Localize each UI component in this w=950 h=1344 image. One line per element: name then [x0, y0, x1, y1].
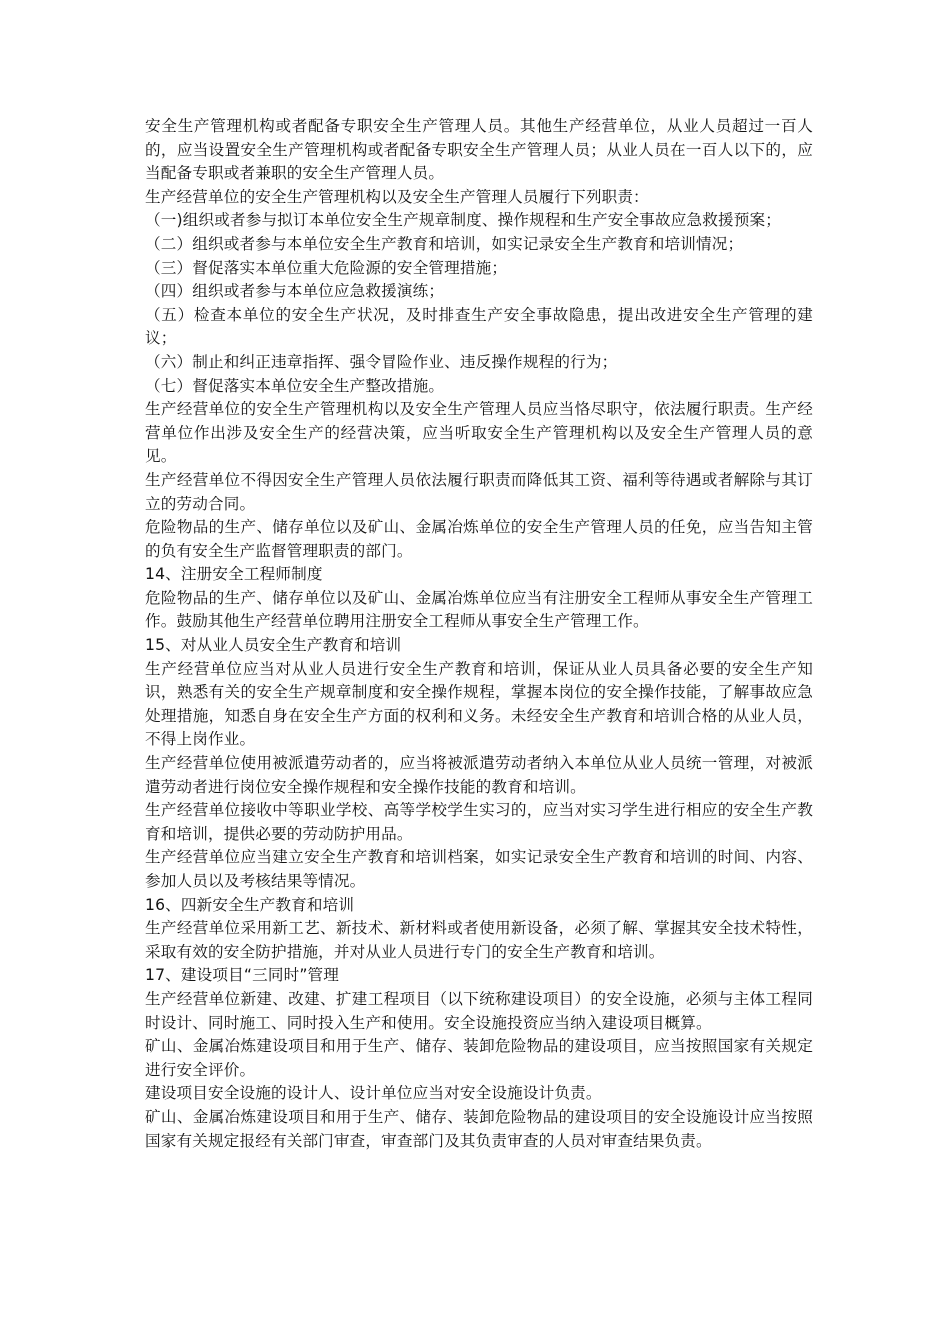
list-item: （七）督促落实本单位安全生产整改措施。	[145, 376, 445, 395]
paragraph: 生产经营单位应当对从业人员进行安全生产教育和培训，保证从业人员具备必要的安全生产知识，熟悉有关的安全生产规章制度和安全操作规程，掌握本岗位的安全操作技能，了解事故应急处理措施，知悉自身在安全生产方面的权利和义务。未经安全生产教育和培训合格的从业人员，不得上岗作业。	[145, 659, 813, 749]
list-item: （四）组织或者参与本单位应急救援演练；	[145, 282, 445, 301]
section-heading: 14、注册安全工程师制度	[145, 565, 323, 584]
paragraph: 危险物品的生产、储存单位以及矿山、金属冶炼单位的安全生产管理人员的任免，应当告知主管的负有安全生产监督管理职责的部门。	[145, 518, 813, 560]
paragraph: 安全生产管理机构或者配备专职安全生产管理人员。其他生产经营单位，从业人员超过一百人的，应当设置安全生产管理机构或者配备专职安全生产管理人员；从业人员在一百人以下的，应当配备专职或者兼职的安全生产管理人员。	[145, 117, 813, 183]
paragraph: 生产经营单位采用新工艺、新技术、新材料或者使用新设备，必须了解、掌握其安全技术特性，采取有效的安全防护措施，并对从业人员进行专门的安全生产教育和培训。	[145, 919, 813, 961]
paragraph: 生产经营单位不得因安全生产管理人员依法履行职责而降低其工资、福利等待遇或者解除与其订立的劳动合同。	[145, 470, 813, 513]
section-heading: 16、四新安全生产教育和培训	[145, 895, 355, 914]
list-item: （五）检查本单位的安全生产状况，及时排查生产安全事故隐患，提出改进安全生产管理的建议；	[145, 305, 813, 348]
document-body	[145, 115, 813, 1153]
paragraph: 矿山、金属冶炼建设项目和用于生产、储存、装卸危险物品的建设项目的安全设施设计应当按照国家有关规定报经有关部门审查，审查部门及其负责审查的人员对审查结果负责。	[145, 1107, 813, 1150]
paragraph: 生产经营单位使用被派遣劳动者的，应当将被派遣劳动者纳入本单位从业人员统一管理，对被派遣劳动者进行岗位安全操作规程和安全操作技能的教育和培训。	[145, 754, 813, 796]
section-heading: 17、建设项目“三同时”管理	[145, 966, 340, 985]
section-heading: 15、对从业人员安全生产教育和培训	[145, 636, 402, 655]
list-item: （二）组织或者参与本单位安全生产教育和培训，如实记录安全生产教育和培训情况；	[145, 234, 744, 253]
list-item: （三）督促落实本单位重大危险源的安全管理措施；	[145, 258, 508, 277]
paragraph: 危险物品的生产、储存单位以及矿山、金属冶炼单位应当有注册安全工程师从事安全生产管理工作。鼓励其他生产经营单位聘用注册安全工程师从事安全生产管理工作。	[145, 588, 813, 631]
paragraph: 矿山、金属冶炼建设项目和用于生产、储存、装卸危险物品的建设项目，应当按照国家有关规定进行安全评价。	[145, 1037, 813, 1079]
paragraph: 生产经营单位的安全生产管理机构以及安全生产管理人员履行下列职责：	[145, 187, 649, 206]
list-item: （六）制止和纠正违章指挥、强令冒险作业、违反操作规程的行为；	[145, 352, 618, 371]
paragraph: 生产经营单位接收中等职业学校、高等学校学生实习的，应当对实习学生进行相应的安全生产教育和培训，提供必要的劳动防护用品。	[145, 801, 813, 843]
paragraph: 建设项目安全设施的设计人、设计单位应当对安全设施设计负责。	[145, 1084, 602, 1103]
paragraph: 生产经营单位新建、改建、扩建工程项目（以下统称建设项目）的安全设施，必须与主体工程同时设计、同时施工、同时投入生产和使用。安全设施投资应当纳入建设项目概算。	[145, 989, 813, 1032]
paragraph: 生产经营单位应当建立安全生产教育和培训档案，如实记录安全生产教育和培训的时间、内容、参加人员以及考核结果等情况。	[145, 848, 813, 890]
paragraph: 生产经营单位的安全生产管理机构以及安全生产管理人员应当恪尽职守，依法履行职责。生产经营单位作出涉及安全生产的经营决策，应当听取安全生产管理机构以及安全生产管理人员的意见。	[145, 400, 813, 466]
list-item: （一)组织或者参与拟订本单位安全生产规章制度、操作规程和生产安全事故应急救援预案；	[145, 211, 781, 230]
